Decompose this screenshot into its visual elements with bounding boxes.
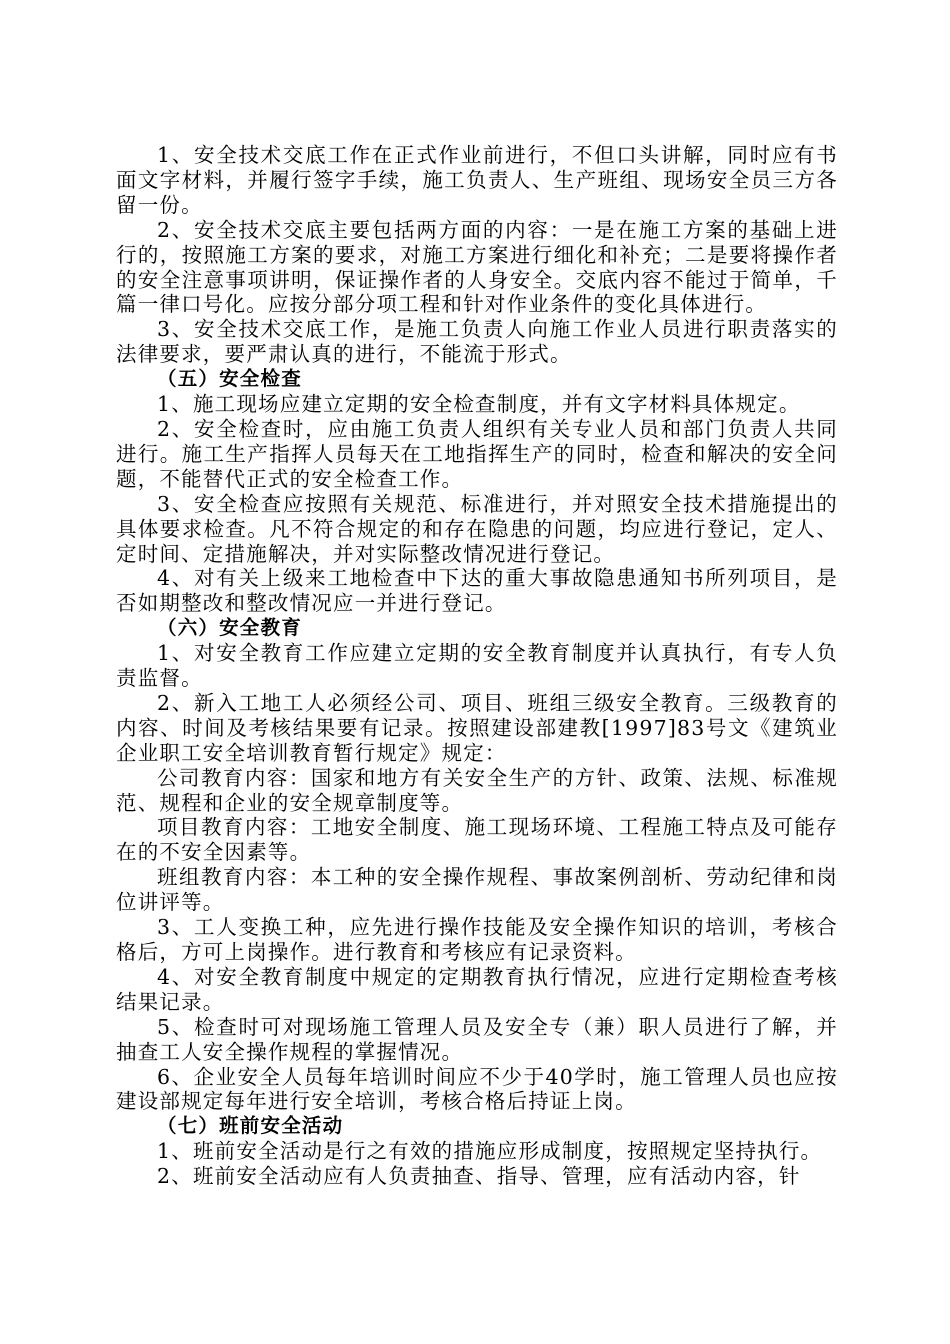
paragraph: 1、施工现场应建立定期的安全检查制度，并有文字材料具体规定。 <box>157 392 801 417</box>
document-page <box>116 143 838 1189</box>
paragraph: 2、安全技术交底主要包括两方面的内容：一是在施工方案的基础上进行的，按照施工方案的要求，对施工方案进行细化和补充；二是要将操作者的安全注意事项讲明，保证操作者的人身安全。交底内容不能过于简单，千篇一律口号化。应按分部分项工程和针对作业条件的变化具体进行。 <box>116 217 838 317</box>
section-heading: （七）班前安全活动 <box>157 1114 344 1138</box>
paragraph: 1、安全技术交底工作在正式作业前进行，不但口头讲解，同时应有书面文字材料，并履行签字手续，施工负责人、生产班组、现场安全员三方各留一份。 <box>116 143 838 217</box>
paragraph: 1、班前安全活动是行之有效的措施应形成制度，按照规定坚持执行。 <box>157 1139 823 1164</box>
paragraph: 4、对安全教育制度中规定的定期教育执行情况，应进行定期检查考核结果记录。 <box>116 964 838 1014</box>
section-heading: （六）安全教育 <box>157 616 302 640</box>
paragraph: 1、对安全教育工作应建立定期的安全教育制度并认真执行，有专人负责监督。 <box>116 641 838 691</box>
paragraph: 2、班前安全活动应有人负责抽查、指导、管理，应有活动内容，针 <box>157 1164 801 1189</box>
paragraph: 3、安全技术交底工作，是施工负责人向施工作业人员进行职责落实的法律要求，要严肃认真的进行，不能流于形式。 <box>116 317 838 367</box>
paragraph: 2、安全检查时，应由施工负责人组织有关专业人员和部门负责人共同进行。施工生产指挥人员每天在工地指挥生产的同时，检查和解决的安全问题，不能替代正式的安全检查工作。 <box>116 416 838 491</box>
paragraph: 2、新入工地工人必须经公司、项目、班组三级安全教育。三级教育的内容、时间及考核结果要有记录。按照建设部建教[1997]83号文《建筑业企业职工安全培训教育暂行规定》规定： <box>116 690 838 765</box>
paragraph: 6、企业安全人员每年培训时间应不少于40学时，施工管理人员也应按建设部规定每年进行安全培训，考核合格后持证上岗。 <box>116 1064 838 1114</box>
paragraph: 4、对有关上级来工地检查中下达的重大事故隐患通知书所列项目，是否如期整改和整改情况应一并进行登记。 <box>116 566 838 616</box>
paragraph: 3、安全检查应按照有关规范、标准进行，并对照安全技术措施提出的具体要求检查。凡不符合规定的和存在隐患的问题，均应进行登记，定人、定时间、定措施解决，并对实际整改情况进行登记。 <box>116 491 838 566</box>
section-heading: （五）安全检查 <box>157 367 302 391</box>
paragraph: 项目教育内容：工地安全制度、施工现场环境、工程施工特点及可能存在的不安全因素等。 <box>116 815 838 865</box>
paragraph: 3、工人变换工种，应先进行操作技能及安全操作知识的培训，考核合格后，方可上岗操作。进行教育和考核应有记录资料。 <box>116 915 838 964</box>
paragraph: 公司教育内容：国家和地方有关安全生产的方针、政策、法规、标准规范、规程和企业的安全规章制度等。 <box>116 765 838 815</box>
paragraph: 班组教育内容：本工种的安全操作规程、事故案例剖析、劳动纪律和岗位讲评等。 <box>116 865 838 915</box>
paragraph: 5、检查时可对现场施工管理人员及安全专（兼）职人员进行了解，并抽查工人安全操作规程的掌握情况。 <box>116 1014 838 1064</box>
